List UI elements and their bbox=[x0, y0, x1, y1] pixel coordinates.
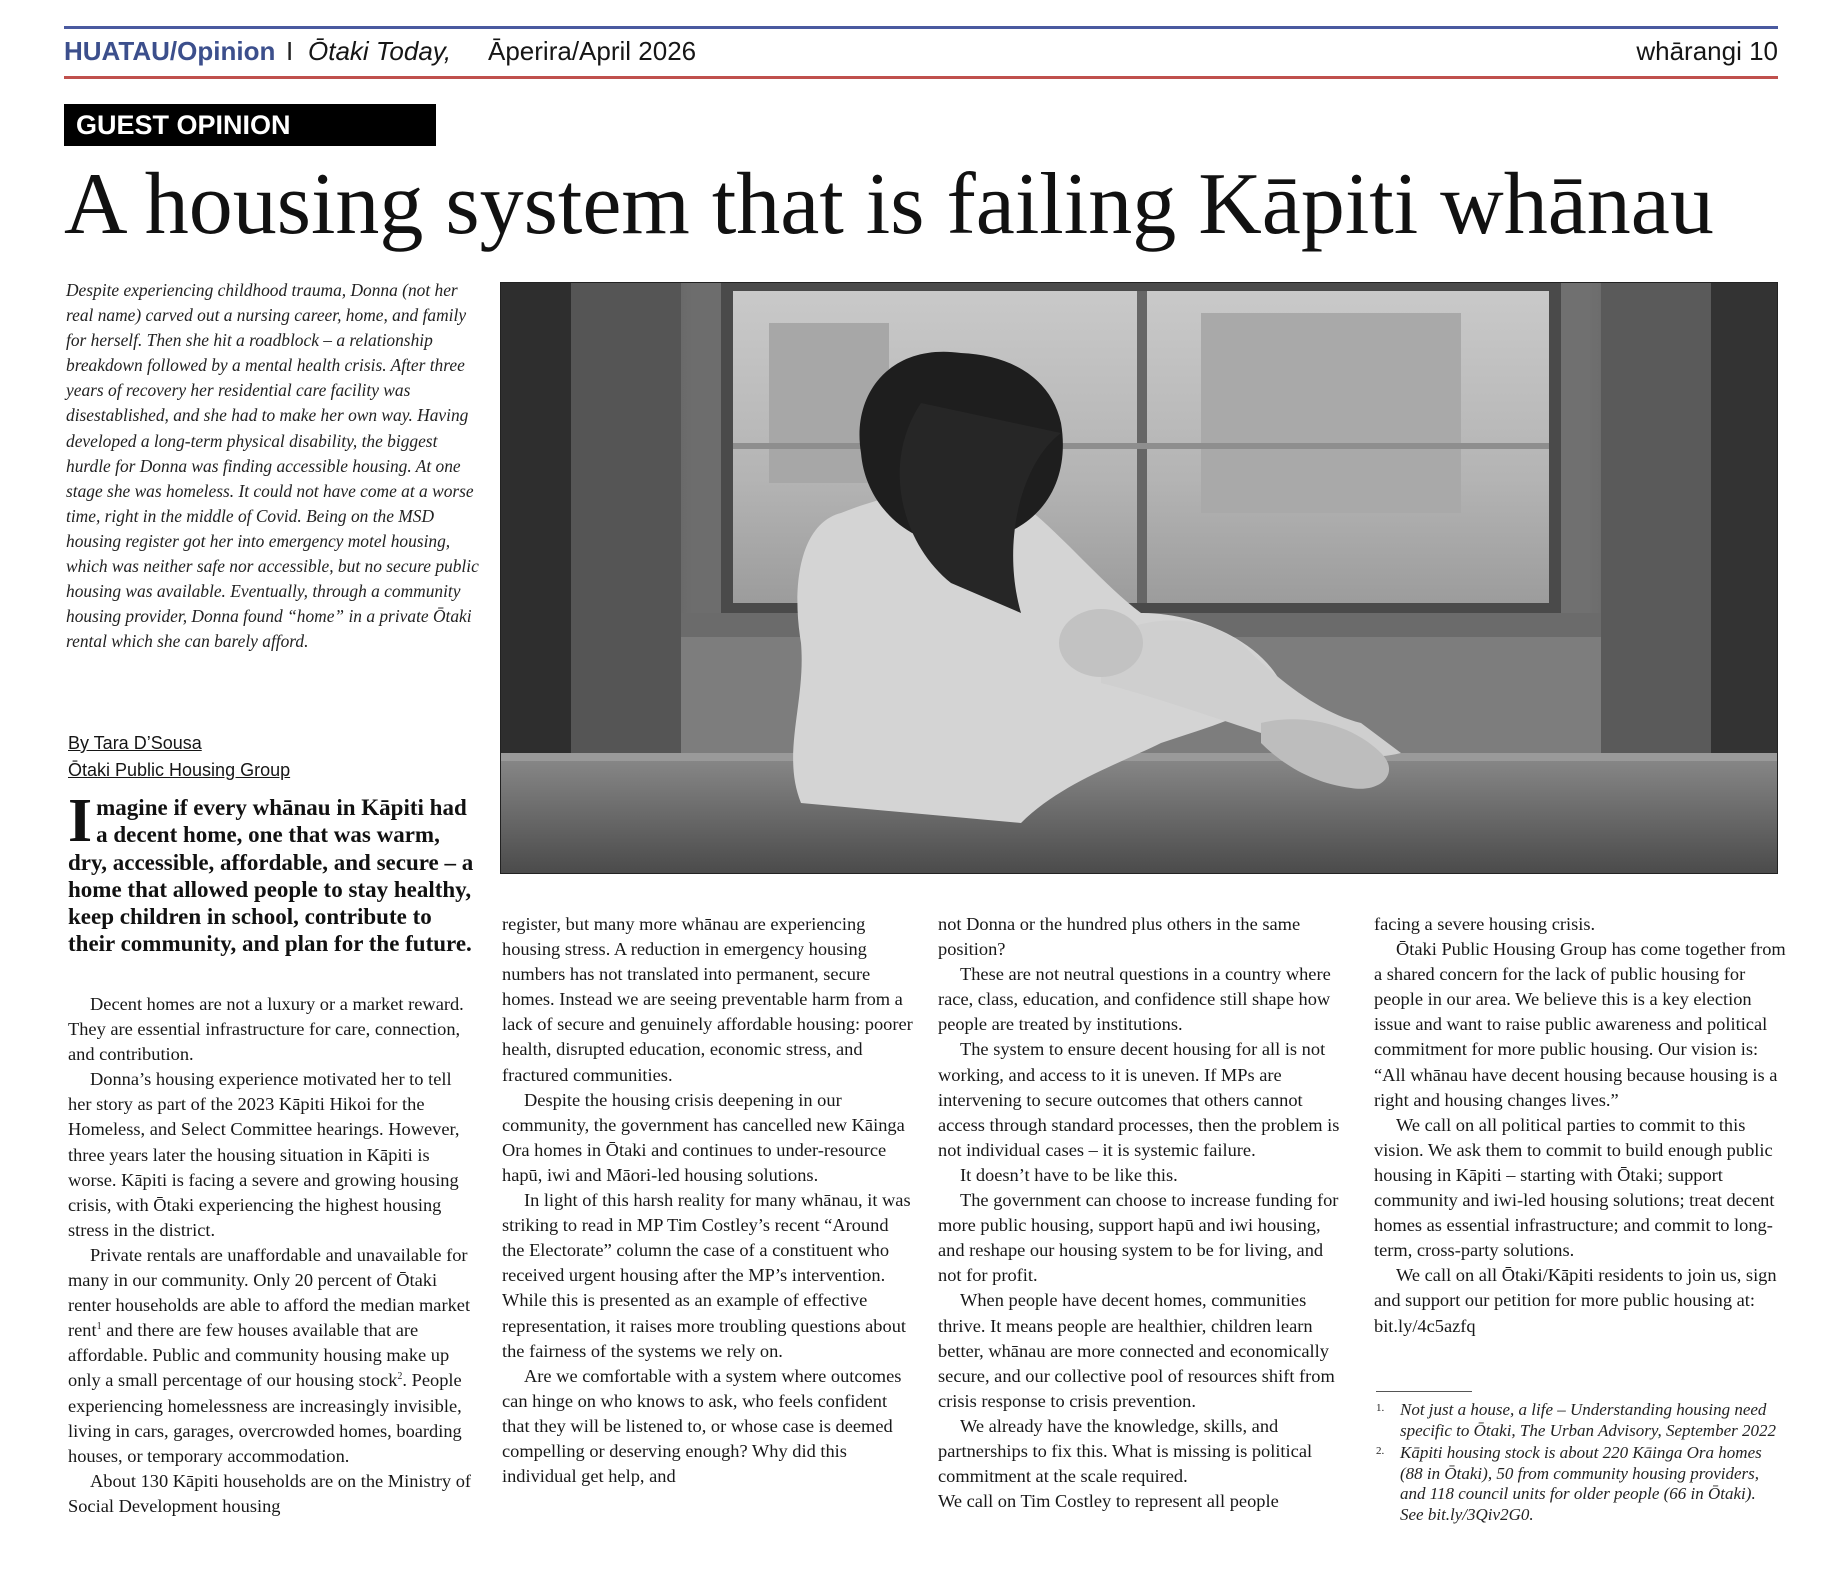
body-column-3 bbox=[938, 912, 1350, 1514]
issue-date: Āperira/April 2026 bbox=[488, 36, 697, 66]
byline bbox=[68, 730, 488, 784]
footnote-1 bbox=[1376, 1400, 1780, 1441]
lead-paragraph bbox=[68, 787, 478, 958]
footnote-ref-1: 1 bbox=[96, 1321, 102, 1333]
drop-cap: I bbox=[68, 787, 93, 855]
body-paragraph: When people have decent homes, communities thrive. It means people are healthier, children learn better, whānau are more connected and economically secure, and our collective pool of resources shift from crisis response to crisis prevention. bbox=[938, 1290, 1335, 1411]
article-photo bbox=[500, 282, 1778, 874]
header-rule-bottom bbox=[64, 76, 1778, 79]
footnote-divider bbox=[1376, 1391, 1472, 1392]
lead-text: magine if every whānau in Kāpiti had a decent home, one that was warm, dry, accessible, affordable, and secure – a home that allowed people to stay healthy, keep children in school, contribute to their community, and plan for the future. bbox=[68, 795, 474, 957]
body-paragraph: Are we comfortable with a system where outcomes can hinge on who knows to ask, who feels confident that they will be listened to, or whose case is deemed compelling or deserving enough? Why did this individual get help, and bbox=[502, 1365, 902, 1487]
body-paragraph: Decent homes are not a luxury or a market reward. They are essential infrastructure for care, connection, and contribution. bbox=[68, 994, 464, 1065]
body-paragraph: We call on all Ōtaki/Kāpiti residents to join us, sign and support our petition for more public housing at: bit.ly/4c5azfq bbox=[1374, 1265, 1777, 1336]
section-label: HUATAU/Opinion bbox=[64, 36, 276, 66]
body-text: . People experiencing homelessness are increasingly invisible, living in cars, garages, overcrowded homes, boarding houses, or temporary accommodation. bbox=[68, 1370, 462, 1466]
header-rule-top bbox=[64, 26, 1778, 29]
page-header bbox=[64, 36, 1778, 70]
body-paragraph: About 130 Kāpiti households are on the Ministry of Social Development housing bbox=[68, 1470, 472, 1516]
article-headline: A housing system that is failing Kāpiti whānau bbox=[64, 156, 1714, 253]
footnote-text: Kāpiti housing stock is about 220 Kāinga Ora homes (88 in Ōtaki), 50 from community housing providers, and 118 council units for older people (66 in Ōtaki). See bit.ly/3Qiv2G0. bbox=[1400, 1443, 1762, 1524]
body-column-2 bbox=[502, 912, 914, 1489]
body-column-1 bbox=[68, 992, 478, 1519]
body-paragraph: Donna’s housing experience motivated her to tell her story as part of the 2023 Kāpiti Hikoi for the Homeless, and Select Committee hearings. However, three years later the housing situation in Kāpiti is worse. Kāpiti is facing a severe and growing housing crisis, with Ōtaki experiencing the highest housing stress in the district. bbox=[68, 1069, 460, 1240]
body-paragraph: We call on Tim Costley to represent all people bbox=[938, 1491, 1279, 1512]
author-organisation-link[interactable]: Ōtaki Public Housing Group bbox=[68, 760, 291, 780]
page-number: whārangi 10 bbox=[1636, 36, 1778, 66]
body-paragraph: These are not neutral questions in a country where race, class, education, and confidence still shape how people are treated by institutions. bbox=[938, 964, 1331, 1035]
body-paragraph: Ōtaki Public Housing Group has come together from a shared concern for the lack of public housing for people in our area. We believe this is a key election issue and want to raise public awareness and political commitment for more public housing. Our vision is: “All whānau have decent housing because housing is a right and housing changes lives.” bbox=[1374, 939, 1786, 1110]
body-paragraph: The government can choose to increase funding for more public housing, support hapū and iwi housing, and reshape our housing system to be for living, and not for profit. bbox=[938, 1190, 1339, 1286]
body-paragraph: Despite the housing crisis deepening in our community, the government has cancelled new Kāinga Ora homes in Ōtaki and continues to under-resource hapū, iwi and Māori-led housing solutions. bbox=[502, 1089, 905, 1185]
body-paragraph: facing a severe housing crisis. bbox=[1374, 914, 1596, 934]
body-text: Private rentals are unaffordable and unavailable for many in our community. Only 20 percent of Ōtaki renter households are able to afford the median market rent bbox=[68, 1244, 471, 1341]
body-paragraph: It doesn’t have to be like this. bbox=[960, 1164, 1178, 1185]
body-paragraph: register, but many more whānau are experiencing housing stress. A reduction in emergency housing numbers has not translated into permanent, secure homes. Instead we are seeing preventable harm from a lack of secure and genuinely affordable housing: poorer health, disrupted education, economic stress, and fractured communities. bbox=[502, 914, 913, 1085]
woman-by-window-photo bbox=[501, 283, 1778, 874]
footnote-text: Not just a house, a life – Understanding housing need specific to Ōtaki, The Urban Advisory, September 2022 bbox=[1400, 1400, 1776, 1440]
body-paragraph bbox=[68, 1243, 478, 1469]
body-paragraph: In light of this harsh reality for many whānau, it was striking to read in MP Tim Costley’s recent “Around the Electorate” column the case of a constituent who received urgent housing after the MP’s intervention. While this is presented as an example of effective representation, it raises more troubling questions about the fairness of the systems we rely on. bbox=[502, 1190, 911, 1361]
body-column-4 bbox=[1374, 912, 1786, 1339]
body-text: and there are few houses available that are affordable. Public and community housing make up only a small percentage of our housing stock bbox=[68, 1320, 450, 1391]
publication-name: Ōtaki Today, bbox=[308, 36, 452, 66]
body-paragraph: The system to ensure decent housing for all is not working, and access to it is uneven. If MPs are intervening to secure outcomes that others cannot access through standard processes, then the problem is not individual cases – it is systemic failure. bbox=[938, 1039, 1340, 1160]
body-paragraph: We already have the knowledge, skills, and partnerships to fix this. What is missing is political commitment at the scale required. bbox=[938, 1415, 1313, 1487]
guest-opinion-badge: GUEST OPINION bbox=[64, 104, 436, 146]
footnote-ref-2: 2 bbox=[397, 1371, 403, 1383]
standfirst: Despite experiencing childhood trauma, Donna (not her real name) carved out a nursing career, home, and family for herself. Then she hit a roadblock – a relationship breakdown followed by a mental health crisis. After three years of recovery her residential care facility was disestablished, and she had to make her own way. Having developed a long-term physical disability, the biggest hurdle for Donna was finding accessible housing. At one stage she was homeless. It could not have come at a worse time, right in the middle of Covid. Being on the MSD housing register got her into emergency motel housing, which was neither safe nor accessible, but no secure public housing was available. Eventually, through a community housing provider, Donna found “home” in a private Ōtaki rental which she can barely afford. bbox=[66, 280, 479, 652]
footnote-2 bbox=[1376, 1443, 1780, 1525]
header-separator: I bbox=[286, 36, 294, 66]
body-paragraph: not Donna or the hundred plus others in the same position? bbox=[938, 914, 1301, 960]
body-paragraph: We call on all political parties to commit to this vision. We ask them to commit to build enough public housing in Kāpiti – starting with Ōtaki; support community and iwi-led housing solutions; treat decent homes as essential infrastructure; and commit to long-term, cross-party solutions. bbox=[1374, 1114, 1775, 1261]
author-link[interactable]: By Tara D’Sousa bbox=[68, 733, 202, 753]
footnote-number: 2. bbox=[1376, 1445, 1385, 1457]
footnotes bbox=[1376, 1400, 1780, 1527]
footnote-number: 1. bbox=[1376, 1402, 1385, 1414]
